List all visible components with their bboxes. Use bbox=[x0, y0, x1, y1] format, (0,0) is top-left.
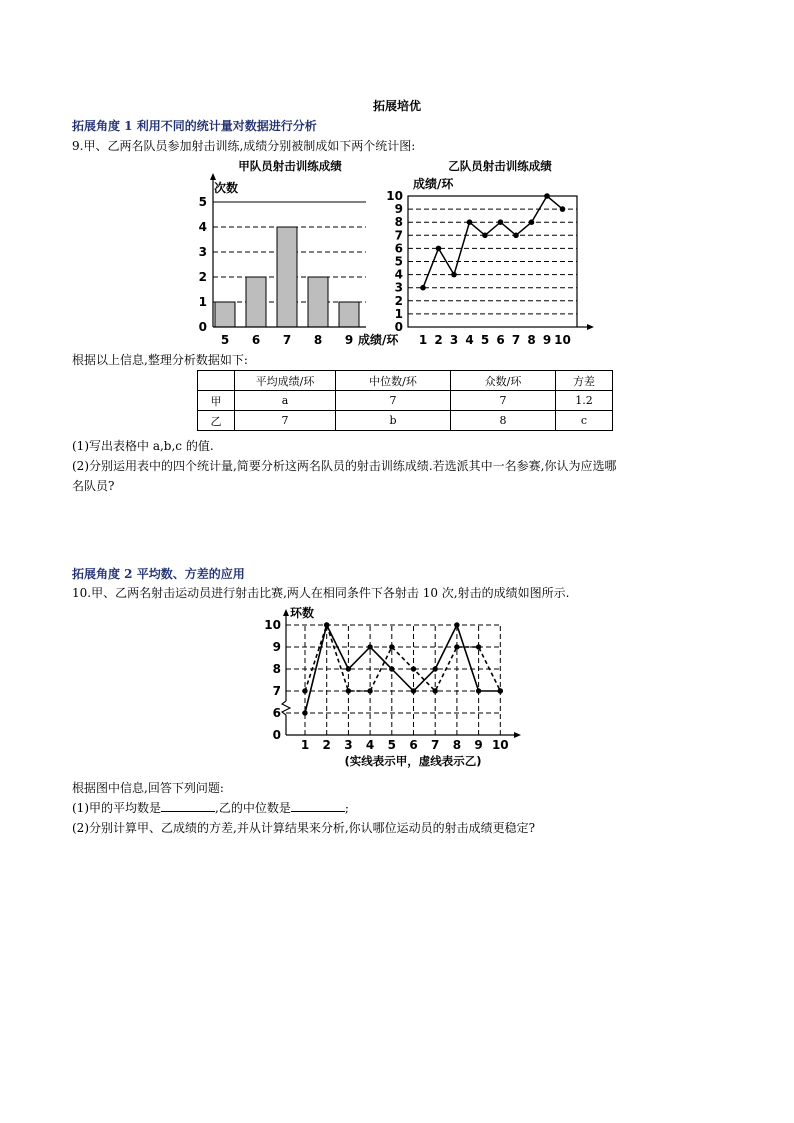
chart-1-y-tick-label: 5 bbox=[198, 195, 207, 209]
chart-2-x-tick-label: 2 bbox=[434, 333, 443, 347]
chart-2-data-point bbox=[451, 272, 457, 278]
chart-2-x-tick-label: 6 bbox=[496, 333, 505, 347]
chart-1-bar bbox=[277, 227, 297, 327]
chart-2-x-tick-label: 8 bbox=[527, 333, 536, 347]
chart-3-series-yi-point bbox=[346, 688, 351, 693]
chart-2-y-tick-label: 8 bbox=[394, 215, 403, 230]
question-10-intro: 根据图中信息,回答下列问题: bbox=[72, 781, 224, 795]
chart-1-x-tick-label: 5 bbox=[220, 333, 230, 347]
chart-3-x-tick-label: 3 bbox=[344, 738, 353, 752]
table-cell: 7 bbox=[451, 391, 556, 411]
chart-2-x-tick-label: 10 bbox=[554, 333, 571, 347]
chart-2-x-tick-label: 9 bbox=[542, 333, 552, 347]
chart-3-series-jia-point bbox=[346, 666, 351, 671]
chart-3-x-tick-label: 9 bbox=[474, 738, 483, 752]
chart-2-data-point bbox=[529, 219, 535, 225]
chart-3-series-jia-point bbox=[367, 644, 372, 649]
chart-1-bar bbox=[339, 302, 359, 327]
chart-3-series-yi-point bbox=[324, 622, 329, 627]
chart-2-x-arrow bbox=[587, 324, 594, 330]
chart-3-series-yi-point bbox=[498, 688, 503, 693]
chart-3-x-tick-label: 8 bbox=[452, 738, 462, 752]
chart-jia-yi-comparison bbox=[260, 602, 535, 774]
chart-3-series-jia-point bbox=[302, 710, 307, 715]
chart-2-y-tick-label: 9 bbox=[394, 202, 403, 217]
statistics-table bbox=[197, 370, 613, 431]
chart-1-x-tick-label: 9 bbox=[344, 333, 354, 347]
table-header-cell: 方差 bbox=[556, 371, 613, 391]
chart-3-caption: (实线表示甲，虚线表示乙) bbox=[344, 754, 482, 768]
question-9-part-1: (1)写出表格中 a,b,c 的值. bbox=[72, 439, 214, 453]
table-cell: b bbox=[336, 411, 451, 431]
chart-3-series-yi-point bbox=[454, 644, 459, 649]
chart-2-x-tick-label: 4 bbox=[465, 333, 474, 347]
chart-3-y-tick-label: 8 bbox=[272, 662, 281, 676]
table-cell: 8 bbox=[451, 411, 556, 431]
chart-2-title: 乙队员射击训练成绩 bbox=[448, 159, 552, 173]
chart-2-x-tick-label: 5 bbox=[480, 333, 490, 347]
chart-3-y-tick-label: 10 bbox=[264, 618, 281, 632]
part-1-text-a: (1)甲的平均数是 bbox=[72, 801, 161, 815]
chart-2-data-point bbox=[513, 233, 519, 239]
chart-1-x-tick-label: 6 bbox=[251, 333, 261, 347]
chart-3-y-tick-label: 9 bbox=[272, 640, 281, 654]
chart-2-data-point bbox=[544, 193, 550, 199]
section-heading-2: 拓展角度 2 平均数、方差的应用 bbox=[72, 567, 245, 581]
chart-3-x-tick-label: 6 bbox=[409, 738, 418, 752]
chart-2-y-tick-label: 10 bbox=[386, 189, 403, 203]
chart-2-y-tick-label: 2 bbox=[394, 293, 403, 308]
chart-1-y-tick-label: 0 bbox=[198, 320, 207, 334]
chart-3-series-yi-point bbox=[476, 644, 481, 649]
question-10-part-1 bbox=[72, 798, 349, 818]
chart-2-data-point bbox=[560, 206, 566, 212]
question-10-stem: 10.甲、乙两名射击运动员进行射击比赛,两人在相同条件下各射击 10 次,射击的成绩如图所示. bbox=[72, 586, 570, 600]
chart-1-y-tick-label: 3 bbox=[198, 245, 207, 259]
chart-2-y-tick-label: 1 bbox=[394, 306, 403, 321]
table-cell: 乙 bbox=[198, 411, 235, 431]
chart-3-series-jia-point bbox=[389, 666, 394, 671]
chart-3-x-tick-label: 4 bbox=[365, 738, 375, 752]
table-cell: 1.2 bbox=[556, 391, 613, 411]
table-row bbox=[198, 391, 613, 411]
chart-3-x-tick-label: 7 bbox=[431, 738, 440, 752]
chart-1-bar bbox=[308, 277, 328, 327]
chart-3-series-yi-point bbox=[302, 688, 307, 693]
question-10-part-2: (2)分别计算甲、乙成绩的方差,并从计算结果来分析,你认哪位运动员的射击成绩更稳定? bbox=[72, 821, 536, 835]
chart-2-y-tick-label: 4 bbox=[394, 267, 403, 282]
median-answer-blank[interactable] bbox=[291, 799, 345, 812]
chart-1-y-tick-label: 2 bbox=[198, 270, 207, 284]
table-header-cell: 平均成绩/环 bbox=[235, 371, 336, 391]
chart-3-series-jia-point bbox=[411, 688, 416, 693]
chart-3-ylabel: 环数 bbox=[290, 606, 315, 620]
table-header-row bbox=[198, 371, 613, 391]
chart-3-series-yi-point bbox=[411, 666, 416, 671]
chart-2-x-tick-label: 1 bbox=[418, 333, 428, 347]
chart-1-bar bbox=[246, 277, 266, 327]
chart-3-x-tick-label: 2 bbox=[322, 738, 331, 752]
chart-1-bar bbox=[215, 302, 235, 327]
chart-3-x-tick-label: 1 bbox=[300, 738, 310, 752]
table-header-cell bbox=[198, 371, 235, 391]
table-header-cell: 众数/环 bbox=[451, 371, 556, 391]
mean-answer-blank[interactable] bbox=[161, 799, 215, 812]
table-cell: c bbox=[556, 411, 613, 431]
chart-1-title: 甲队员射击训练成绩 bbox=[238, 159, 342, 173]
chart-2-data-point bbox=[467, 219, 473, 225]
chart-2-data-point bbox=[498, 219, 504, 225]
question-9-part-2: (2)分别运用表中的四个统计量,简要分析这两名队员的射击训练成绩.若选派其中一名参赛,你认为应选哪 bbox=[72, 459, 617, 473]
part-1-text-c: ; bbox=[344, 801, 349, 815]
chart-2-data-point bbox=[420, 285, 426, 291]
chart-2-data-point bbox=[436, 246, 442, 252]
chart-3-y-tick-label: 6 bbox=[272, 706, 281, 720]
table-row bbox=[198, 411, 613, 431]
chart-3-series-yi-point bbox=[389, 644, 394, 649]
chart-1-ylabel: 次数 bbox=[214, 181, 239, 195]
chart-3-series-yi-point bbox=[433, 688, 438, 693]
chart-2-y-tick-label: 5 bbox=[394, 254, 403, 269]
chart-1-y-tick-label: 1 bbox=[198, 295, 207, 309]
chart-3-series-jia-point bbox=[476, 688, 481, 693]
table-cell: a bbox=[235, 391, 336, 411]
chart-3-y-arrow bbox=[283, 609, 289, 616]
chart-2-data-point bbox=[482, 233, 488, 239]
chart-3-x-tick-label: 10 bbox=[491, 738, 509, 752]
chart-1-y-arrow bbox=[210, 173, 216, 180]
table-cell: 甲 bbox=[198, 391, 235, 411]
chart-2-y-tick-label: 6 bbox=[394, 241, 403, 256]
question-9-intro: 根据以上信息,整理分析数据如下: bbox=[72, 353, 248, 367]
chart-2-y-tick-label: 7 bbox=[394, 228, 403, 243]
chart-2-x-tick-label: 3 bbox=[449, 333, 459, 347]
chart-2-y-tick-label: 3 bbox=[394, 280, 403, 295]
chart-3-series-jia-point bbox=[433, 666, 438, 671]
chart-3-series-yi-point bbox=[367, 688, 372, 693]
page-title: 拓展培优 bbox=[372, 99, 421, 113]
question-9-part-2-cont: 名队员? bbox=[72, 479, 115, 493]
table-cell: 7 bbox=[235, 411, 336, 431]
section-heading-1: 拓展角度 1 利用不同的统计量对数据进行分析 bbox=[72, 119, 317, 133]
chart-3-x-arrow bbox=[514, 732, 521, 738]
chart-2-series-line bbox=[423, 196, 563, 288]
chart-1-x-tick-label: 8 bbox=[313, 333, 323, 347]
chart-2-ylabel: 成绩/环 bbox=[413, 177, 454, 191]
chart-3-y-tick-label: 7 bbox=[272, 684, 281, 698]
chart-yi-line bbox=[385, 172, 600, 350]
table-cell: 7 bbox=[336, 391, 451, 411]
chart-2-y-tick-label: 0 bbox=[394, 320, 403, 334]
question-9-stem: 9.甲、乙两名队员参加射击训练,成绩分别被制成如下两个统计图: bbox=[72, 139, 416, 153]
chart-3-y-tick-label: 0 bbox=[272, 728, 281, 742]
table-header-cell: 中位数/环 bbox=[336, 371, 451, 391]
chart-2-x-tick-label: 7 bbox=[511, 333, 521, 347]
chart-3-series-jia-point bbox=[454, 622, 459, 627]
chart-1-xlabel: 成绩/环 bbox=[358, 333, 399, 347]
chart-1-y-tick-label: 4 bbox=[198, 220, 207, 234]
chart-3-x-tick-label: 5 bbox=[387, 738, 396, 752]
chart-1-x-tick-label: 7 bbox=[282, 333, 292, 347]
part-1-text-b: ,乙的中位数是 bbox=[215, 801, 291, 815]
